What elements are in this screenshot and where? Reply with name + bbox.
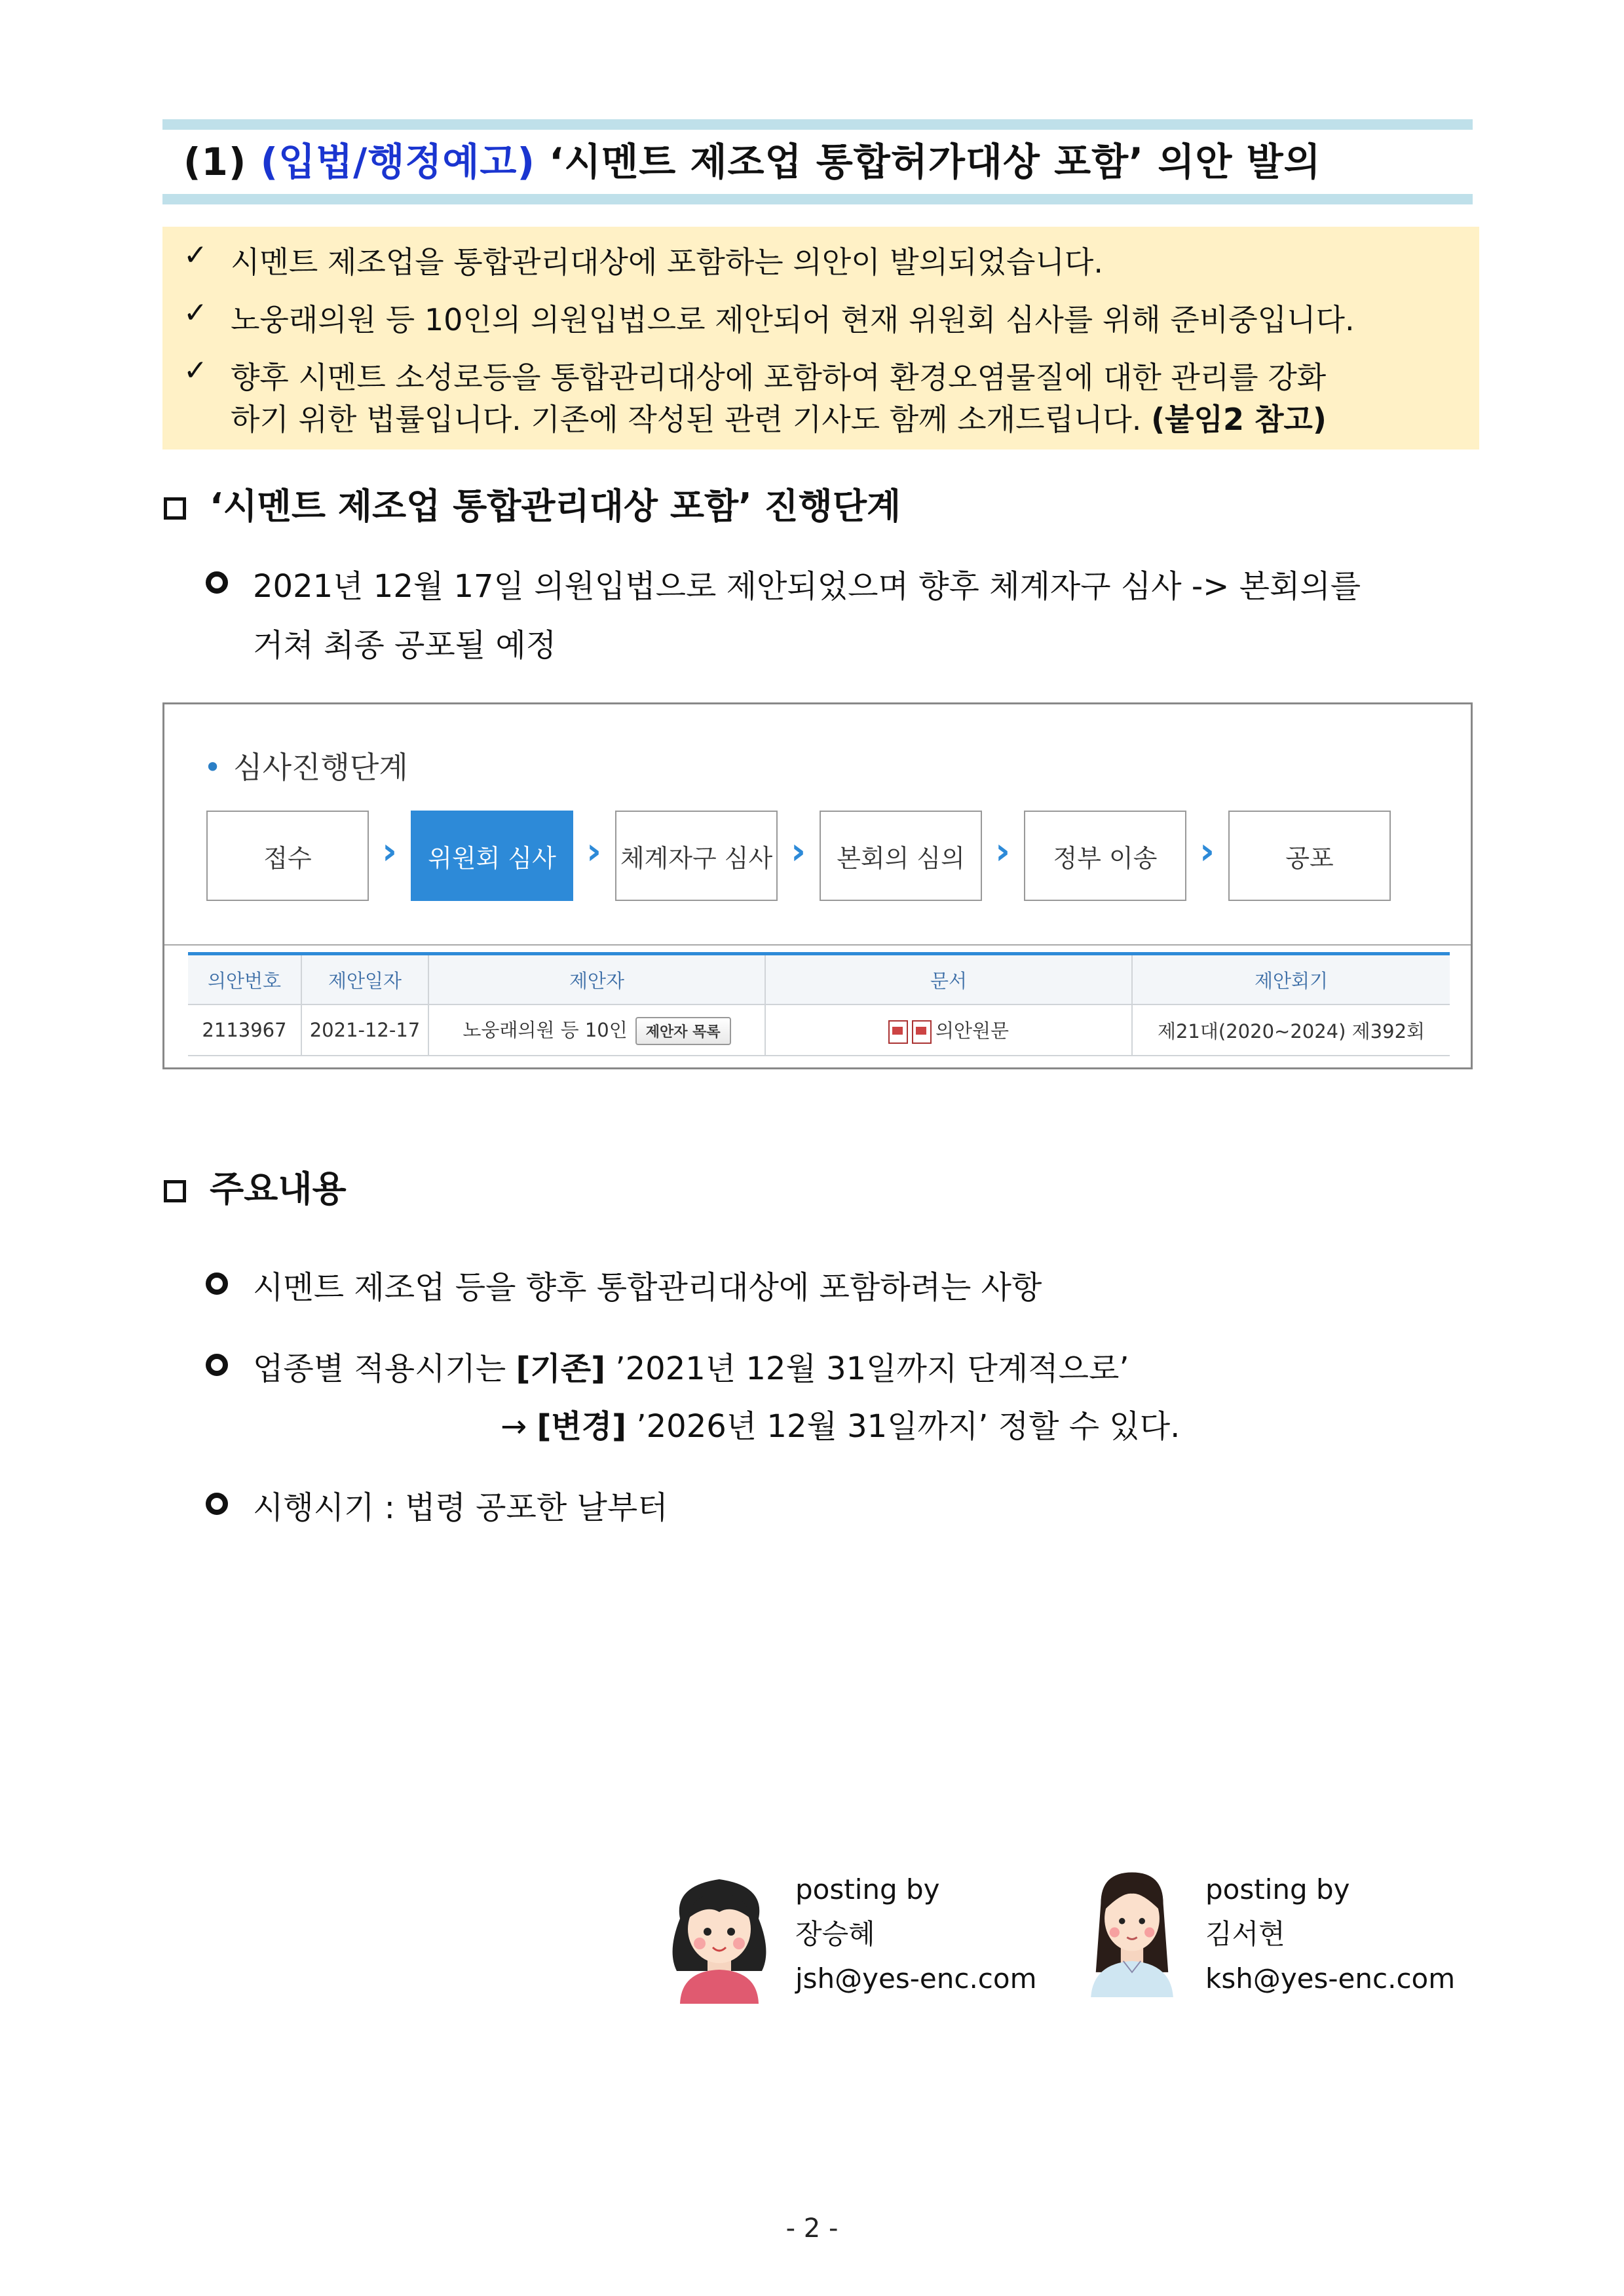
document-cell bbox=[765, 1004, 1132, 1056]
author-name: 장승혜 bbox=[795, 1918, 875, 1950]
page-title: (1) (입법/행정예고) ‘시멘트 제조업 통합허가대상 포함’ 의안 발의 bbox=[183, 140, 1321, 184]
table-row bbox=[188, 1004, 1450, 1056]
bill-number: 2113967 bbox=[188, 1004, 301, 1056]
content-item-3: 시행시기 : 법령 공포한 날부터 bbox=[253, 1489, 668, 1526]
section-heading-main-content: 주요내용 bbox=[164, 1161, 347, 1212]
progress-text-line1: 2021년 12월 17일 의원입법으로 제안되었으며 향후 체계자구 심사 -> 본회의를 bbox=[253, 568, 1361, 605]
panel-divider bbox=[164, 944, 1471, 946]
col-header: 제안일자 bbox=[301, 954, 428, 1005]
chevron-right-icon: › bbox=[382, 830, 398, 873]
proposal-date: 2021-12-17 bbox=[301, 1004, 428, 1056]
chevron-right-icon: › bbox=[586, 830, 602, 873]
hwp-document-icon[interactable] bbox=[888, 1020, 908, 1044]
bill-original-link[interactable]: 의안원문 bbox=[935, 1020, 1010, 1042]
col-header: 제안회기 bbox=[1132, 954, 1450, 1005]
step-promulgation[interactable]: 공포 bbox=[1228, 811, 1391, 901]
author-email[interactable]: jsh@yes-enc.com bbox=[795, 1962, 1037, 1995]
check-icon: ✓ bbox=[183, 296, 208, 330]
content-item-2-change: → [변경] ’2026년 12월 31일까지’ 정할 수 있다. bbox=[500, 1408, 1180, 1445]
step-committee-review[interactable]: 위원회 심사 bbox=[411, 811, 573, 901]
section-heading-progress: ‘시멘트 제조업 통합관리대상 포함’ 진행단계 bbox=[164, 478, 901, 529]
summary-box: ✓ 시멘트 제조업을 통합관리대상에 포함하는 의안이 발의되었습니다. ✓ 노웅래의원 등 10인의 의원입법으로 제안되어 현재 위원회 심사를 위해 준비중입니다. ✓ 향후 시멘트 소성로등을 통합관리대상에 포함하여 환경오염물질에 대한 관리를 강화 하기 위한 법률입니다. 기존에 작성된 관련 기사도 함께 소개드립니다. (붙임2 참고) bbox=[162, 227, 1479, 450]
proposer-list-button[interactable]: 제안자 목록 bbox=[635, 1017, 731, 1045]
step-plenary[interactable]: 본회의 심의 bbox=[820, 811, 982, 901]
chevron-right-icon: › bbox=[1199, 830, 1215, 873]
chevron-right-icon: › bbox=[995, 830, 1011, 873]
bill-info-table bbox=[188, 952, 1450, 1056]
panel-title: • 심사진행단계 bbox=[204, 750, 408, 785]
col-header: 제안자 bbox=[428, 954, 765, 1005]
author-info-1: posting by 장승혜 jsh@yes-enc.com bbox=[795, 1867, 1037, 2001]
proposal-session: 제21대(2020~2024) 제392회 bbox=[1132, 1004, 1450, 1056]
content-item-2: 업종별 적용시기는 [기존] ’2021년 12월 31일까지 단계적으로’ bbox=[253, 1350, 1129, 1387]
author-email[interactable]: ksh@yes-enc.com bbox=[1205, 1962, 1456, 1995]
check-icon: ✓ bbox=[183, 354, 208, 387]
author-avatar-girl-long-hair bbox=[1080, 1866, 1184, 1997]
circle-bullet-icon bbox=[206, 1272, 228, 1295]
content-item-1: 시멘트 제조업 등을 향후 통합관리대상에 포함하려는 사항 bbox=[253, 1269, 1042, 1306]
chevron-right-icon: › bbox=[791, 830, 806, 873]
circle-bullet-icon bbox=[206, 1493, 228, 1515]
review-progress-panel bbox=[162, 702, 1473, 1069]
author-info-2: posting by 김서현 ksh@yes-enc.com bbox=[1205, 1867, 1455, 2001]
attachment-ref: (붙임2 참고) bbox=[1151, 402, 1327, 437]
col-header: 의안번호 bbox=[188, 954, 301, 1005]
title-band-top bbox=[162, 119, 1473, 130]
circle-bullet-icon bbox=[206, 571, 228, 594]
pdf-document-icon[interactable] bbox=[912, 1020, 932, 1044]
check-icon: ✓ bbox=[183, 239, 208, 272]
proposer-cell: 노웅래의원 등 10인 제안자 목록 bbox=[428, 1004, 765, 1056]
col-header: 문서 bbox=[765, 954, 1132, 1005]
author-name: 김서현 bbox=[1205, 1918, 1285, 1950]
title-band-bottom bbox=[162, 194, 1473, 204]
progress-text-line2: 거쳐 최종 공포될 예정 bbox=[253, 627, 557, 664]
step-received[interactable]: 접수 bbox=[206, 811, 369, 901]
author-avatar-girl-curly bbox=[667, 1873, 772, 2004]
step-legal-review[interactable]: 체계자구 심사 bbox=[615, 811, 778, 901]
square-bullet-icon bbox=[164, 497, 186, 520]
circle-bullet-icon bbox=[206, 1354, 228, 1376]
page-number: - 2 - bbox=[785, 2213, 839, 2244]
step-government-transfer[interactable]: 정부 이송 bbox=[1024, 811, 1186, 901]
square-bullet-icon bbox=[164, 1180, 186, 1202]
